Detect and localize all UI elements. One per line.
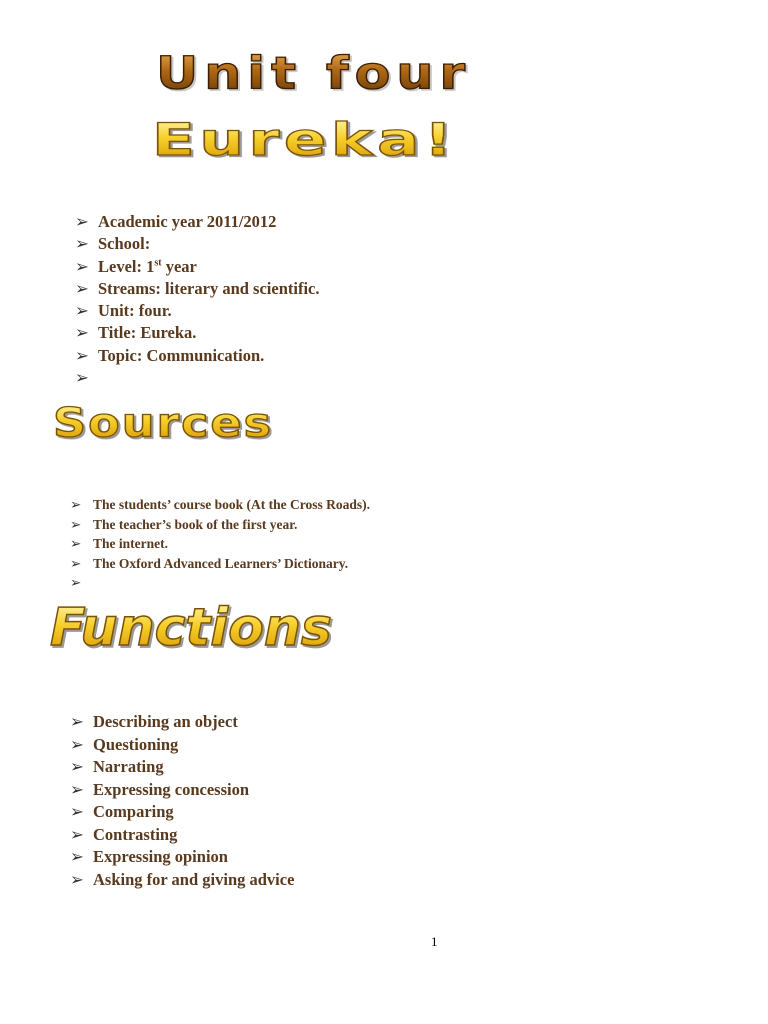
function-text: Describing an object (93, 712, 238, 731)
arrow-bullet-icon: ➢ (70, 536, 82, 552)
list-item (75, 346, 319, 368)
list-item (70, 870, 294, 893)
arrow-bullet-icon: ➢ (75, 256, 89, 276)
list-item (70, 556, 370, 576)
arrow-bullet-icon: ➢ (70, 757, 84, 776)
list-item (70, 517, 370, 537)
arrow-bullet-icon: ➢ (70, 497, 82, 513)
list-item (70, 757, 294, 780)
level-sup: st (154, 257, 162, 269)
function-text: Narrating (93, 757, 164, 776)
level (98, 257, 197, 277)
arrow-bullet-icon: ➢ (75, 212, 89, 231)
academic-year: Academic year 2011/2012 (98, 212, 277, 231)
list-item (70, 575, 370, 595)
arrow-bullet-icon: ➢ (70, 575, 82, 591)
heading-sources: Sources (53, 398, 274, 446)
page-number: 1 (431, 934, 438, 949)
list-item (70, 802, 294, 825)
list-item (70, 825, 294, 848)
info-list (75, 212, 319, 390)
arrow-bullet-icon: ➢ (70, 712, 84, 731)
arrow-bullet-icon: ➢ (75, 234, 89, 254)
list-item (70, 536, 370, 556)
function-text: Asking for and giving advice (93, 869, 295, 889)
functions-list (70, 712, 294, 892)
heading-functions: Functions (50, 598, 332, 658)
arrow-bullet-icon: ➢ (75, 345, 89, 365)
topic: Topic: Communication. (98, 345, 265, 365)
list-item (75, 257, 319, 279)
source-text: The students’ course book (At the Cross Roads). (93, 497, 371, 512)
arrow-bullet-icon: ➢ (70, 869, 84, 889)
source-text: The internet. (93, 536, 168, 551)
list-item (75, 301, 319, 323)
list-item (75, 212, 319, 234)
arrow-bullet-icon: ➢ (70, 824, 84, 844)
arrow-bullet-icon: ➢ (70, 516, 82, 533)
arrow-bullet-icon: ➢ (70, 779, 84, 799)
arrow-bullet-icon: ➢ (75, 323, 89, 343)
title-unit-four: Unit four (156, 48, 472, 100)
arrow-bullet-icon: ➢ (70, 802, 84, 821)
arrow-bullet-icon: ➢ (75, 278, 89, 298)
list-item (75, 323, 319, 345)
list-item (70, 847, 294, 870)
list-item (70, 735, 294, 758)
school: School: (98, 234, 151, 254)
list-item (75, 368, 319, 390)
sources-list (70, 497, 370, 595)
list-item (75, 234, 319, 256)
arrow-bullet-icon: ➢ (70, 847, 84, 866)
source-text: The teacher’s book of the first year. (93, 516, 298, 532)
streams: Streams: literary and scientific. (98, 278, 320, 298)
list-item (70, 497, 370, 517)
function-text: Expressing opinion (93, 847, 228, 866)
title-eureka: Eureka! (152, 114, 457, 166)
level-prefix: Level: 1 (98, 256, 155, 276)
arrow-bullet-icon: ➢ (75, 301, 89, 321)
function-text: Comparing (93, 802, 174, 821)
title: Title: Eureka. (98, 323, 197, 343)
function-text: Expressing concession (93, 779, 250, 799)
list-item (75, 279, 319, 301)
function-text: Contrasting (93, 824, 178, 844)
unit: Unit: four. (98, 301, 172, 321)
arrow-bullet-icon: ➢ (70, 734, 84, 754)
function-text: Questioning (93, 734, 179, 754)
source-text: The Oxford Advanced Learners’ Dictionary. (93, 555, 349, 571)
arrow-bullet-icon: ➢ (75, 368, 89, 388)
arrow-bullet-icon: ➢ (70, 555, 82, 572)
level-suffix: year (161, 256, 197, 276)
list-item (70, 712, 294, 735)
list-item (70, 780, 294, 803)
